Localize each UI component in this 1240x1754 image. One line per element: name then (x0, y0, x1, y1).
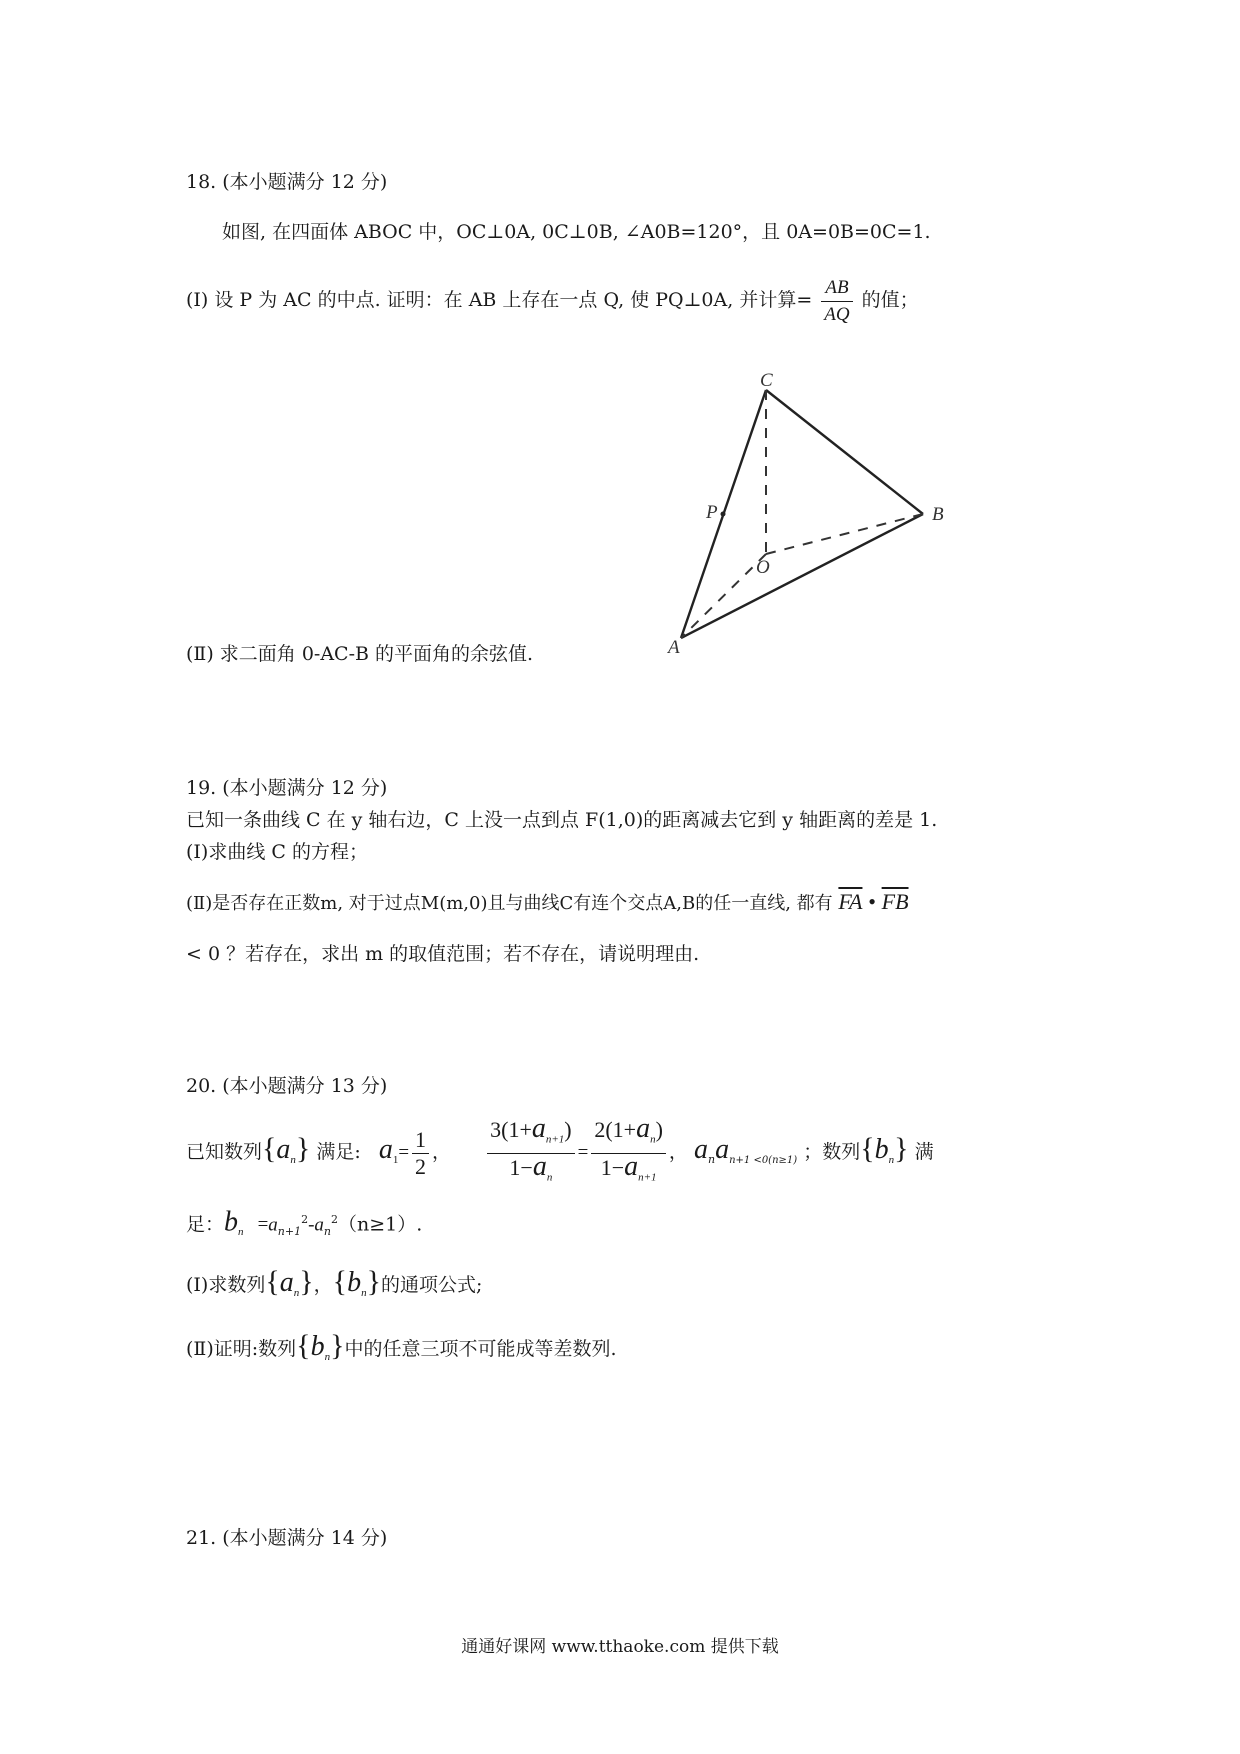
q19-part2-line2: < 0 ？若存在，求出 m 的取值范围；若不存在，请说明理由. (186, 943, 700, 965)
cond-an-sub: n (707, 1152, 716, 1166)
lhs-one-plus: 1+ (508, 1117, 532, 1143)
q20-seq-b-prefix: ；数列 (803, 1141, 861, 1163)
a1-subscript: 1 (392, 1153, 399, 1166)
brace-open-b2: { (296, 1329, 311, 1362)
coef-2: 2 (594, 1117, 606, 1143)
minus-sign: - (308, 1214, 315, 1236)
q19-part2 (186, 890, 909, 916)
dot-product-symbol: • (868, 889, 876, 914)
bn-equals: = (257, 1214, 269, 1236)
lhs-numerator: $3(1+a_{n+1})$ (487, 1116, 575, 1153)
tetrahedron-figure (640, 360, 960, 660)
rhs-den-a: a (624, 1150, 639, 1182)
q18-part1-text: (Ⅰ) 设 P 为 AC 的中点. 证明：在 AB 上存在一点 Q, 使 PQ⊥0A, 并计算= (186, 289, 813, 311)
q18-part1-suffix: 的值； (861, 289, 919, 311)
a1-term: a (378, 1134, 393, 1165)
recurrence-lhs-fraction (487, 1113, 575, 1190)
q18-intro: 如图, 在四面体 ABOC 中，OC⊥0A, 0C⊥0B, ∠A0B=120°，且 0A=0B=0C=1. (222, 221, 931, 243)
lhs-sub: n+1 (545, 1133, 565, 1146)
part1-seq-b: b (347, 1267, 362, 1298)
point-p (721, 512, 726, 517)
q18-ratio-fraction (821, 275, 852, 328)
q20-man: 满 (914, 1141, 934, 1163)
bn-term: b (224, 1206, 239, 1238)
label-p: P (706, 502, 718, 523)
brace-close-a1: } (299, 1265, 314, 1298)
q18-header: 18. (本小题满分 12 分) (186, 171, 388, 193)
vector-fb: $\overline{FB}$ (881, 889, 909, 914)
recurrence-rhs-fraction (591, 1113, 666, 1190)
equals-sign: = (398, 1142, 410, 1163)
term-a-n1: a (268, 1214, 278, 1236)
lhs-a: a (531, 1113, 546, 1145)
rhs-one-plus: 1+ (612, 1117, 637, 1143)
q19-header: 19. (本小题满分 12 分) (186, 777, 388, 799)
part2-seq-b: b (310, 1331, 325, 1362)
comma-2: ， (668, 1141, 688, 1163)
rhs-a: a (636, 1113, 651, 1145)
part1-seq-b-sub: n (361, 1286, 367, 1299)
q20-part1-sep: ， (313, 1274, 333, 1296)
q20-line2-prefix: 足： (186, 1213, 225, 1236)
brace-close: } (295, 1132, 311, 1165)
q21-header: 21. (本小题满分 14 分) (186, 1527, 388, 1549)
brace-open-b: { (860, 1132, 875, 1165)
term-a-n: a (314, 1214, 324, 1236)
edge-ob-hidden (766, 514, 923, 554)
q19-intro: 已知一条曲线 C 在 y 轴右边，C 上没一点到点 F(1,0)的距离减去它到 y 轴距离的差是 1. (186, 809, 938, 831)
vector-fa: $\overline{FA}$ (838, 889, 863, 914)
lhs-denominator (487, 1150, 575, 1190)
term-a-n-sub: n (323, 1225, 332, 1239)
lhs-den-sub: n (546, 1170, 553, 1183)
q20-line1 (186, 1114, 934, 1184)
half-fraction (412, 1127, 429, 1180)
term-a-n-sup: 2 (331, 1213, 339, 1226)
recurrence-equals: = (577, 1142, 589, 1163)
brace-close-b: } (894, 1132, 909, 1165)
seq-a-subscript: n (290, 1153, 296, 1166)
part1-seq-a-sub: n (293, 1286, 300, 1299)
label-c: C (760, 370, 773, 391)
lhs-den-a: a (532, 1150, 547, 1182)
label-a: A (668, 637, 680, 658)
rhs-denominator (591, 1150, 666, 1190)
cond-an1: a (715, 1134, 730, 1165)
cond-subscript: n+1 <0(n≥1) (729, 1154, 798, 1166)
term-a-n1-sub: n+1 (277, 1225, 302, 1239)
seq-b-subscript: n (888, 1153, 895, 1166)
lhs-one-minus: 1− (509, 1154, 533, 1180)
seq-a: a (276, 1134, 291, 1165)
coef-3: 3 (490, 1117, 502, 1143)
q19-part1: (Ⅰ)求曲线 C 的方程； (186, 841, 368, 863)
edge-cb (766, 390, 923, 514)
rhs-sub: n (650, 1133, 656, 1146)
q18-part1 (186, 268, 919, 332)
brace-open-b1: { (332, 1265, 348, 1298)
rhs-den-sub: n+1 (638, 1170, 657, 1183)
page-footer: 通通好课网 www.tthaoke.com 提供下载 (461, 1637, 779, 1657)
brace-open-a1: { (265, 1265, 280, 1298)
q20-part1-prefix: (Ⅰ)求数列 (186, 1274, 266, 1296)
term-a-n1-sup: 2 (301, 1213, 309, 1226)
brace-open: { (262, 1132, 277, 1165)
label-b: B (932, 504, 944, 525)
q20-part1-suffix: 的通项公式; (380, 1274, 483, 1296)
edge-oa-hidden (681, 554, 766, 638)
q18-part2: (Ⅱ) 求二面角 0-AC-B 的平面角的余弦值. (186, 643, 534, 665)
half-denominator: 2 (415, 1153, 427, 1179)
q20-header: 20. (本小题满分 13 分) (186, 1075, 388, 1097)
part1-seq-a: a (279, 1267, 294, 1298)
q20-line2-suffix: （n≥1）. (338, 1213, 423, 1236)
bn-subscript: n (238, 1226, 244, 1239)
q20-satisfy: 满足: (316, 1141, 361, 1163)
brace-close-b2: } (330, 1329, 345, 1362)
q18-ratio-denominator: AQ (824, 303, 850, 325)
q20-line2 (186, 1200, 422, 1240)
q20-part2-suffix: 中的任意三项不可能成等差数列. (344, 1338, 617, 1360)
rhs-one-minus: 1− (600, 1154, 625, 1180)
rhs-numerator: $2(1+a_n)$ (591, 1116, 666, 1153)
seq-b: b (874, 1134, 889, 1165)
q19-part2-text: (Ⅱ)是否存在正数m, 对于过点M(m,0)且与曲线C有连个交点A,B的任一直线, 都有 (186, 893, 833, 914)
q20-part1 (186, 1262, 482, 1302)
q18-ratio-numerator: AB (821, 275, 852, 302)
label-o: O (756, 557, 770, 578)
q20-line1-prefix: 已知数列 (186, 1141, 263, 1163)
q20-part2 (186, 1326, 617, 1366)
q20-part2-prefix: (Ⅱ)证明:数列 (186, 1338, 297, 1360)
comma: ， (432, 1141, 452, 1163)
half-numerator: 1 (412, 1127, 429, 1154)
brace-close-b1: } (366, 1265, 381, 1298)
cond-an: a (693, 1134, 708, 1165)
part2-seq-b-sub: n (324, 1350, 331, 1363)
